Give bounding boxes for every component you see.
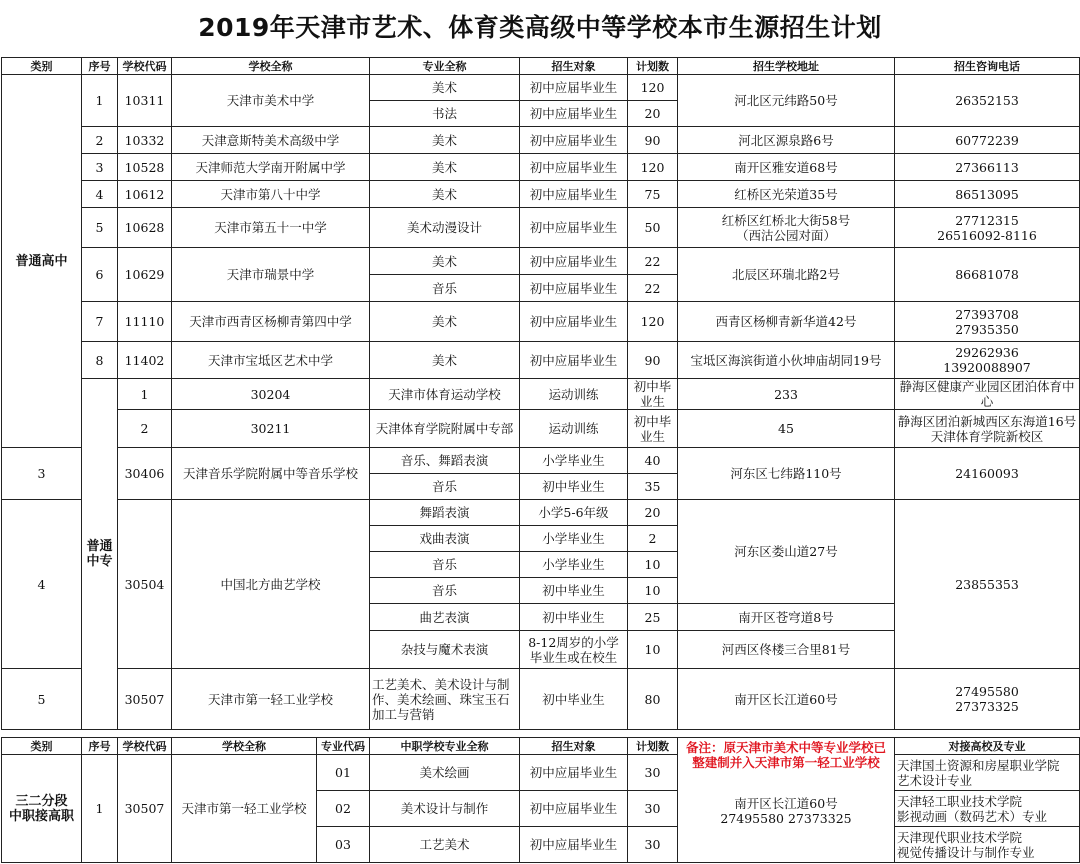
major-cell: 音乐 xyxy=(370,552,520,578)
enrollment-table xyxy=(1,57,1080,730)
major-cell: 美术 xyxy=(370,181,520,208)
target-cell: 初中应届毕业生 xyxy=(520,755,628,791)
plan-cell: 30 xyxy=(628,791,678,827)
code-cell: 30504 xyxy=(118,500,172,669)
plan-cell: 30 xyxy=(628,827,678,863)
code-cell: 11110 xyxy=(118,302,172,342)
address-cell: 静海区健康产业园区团泊体育中心 xyxy=(895,379,1080,410)
seq-cell: 2 xyxy=(118,410,172,448)
phone-cell: 27393708 27935350 xyxy=(895,302,1080,342)
target-cell: 初中应届毕业生 xyxy=(520,181,628,208)
table-row xyxy=(2,755,1080,791)
code-cell: 10332 xyxy=(118,127,172,154)
school-cell: 天津市体育运动学校 xyxy=(370,379,520,410)
plan-cell: 45 xyxy=(678,410,895,448)
address-cell: 河西区佟楼三合里81号 xyxy=(678,631,895,669)
major-cell: 曲艺表演 xyxy=(370,604,520,631)
major-cell: 音乐 xyxy=(370,578,520,604)
address-cell: 红桥区红桥北大街58号 （西沽公园对面） xyxy=(678,208,895,248)
table-row xyxy=(2,500,1080,526)
target-cell: 初中应届毕业生 xyxy=(520,75,628,101)
target-cell: 初中应届毕业生 xyxy=(520,208,628,248)
plan-cell: 10 xyxy=(628,552,678,578)
major-cell: 美术绘画 xyxy=(370,755,520,791)
target-cell: 初中毕业生 xyxy=(628,410,678,448)
major-cell: 美术 xyxy=(370,127,520,154)
header-seq: 序号 xyxy=(82,738,118,755)
note-cell xyxy=(678,738,895,863)
address-cell: 南开区苍穹道8号 xyxy=(678,604,895,631)
target-cell: 小学毕业生 xyxy=(520,552,628,578)
major-cell: 书法 xyxy=(370,101,520,127)
header-category: 类别 xyxy=(2,738,82,755)
code-cell: 10628 xyxy=(118,208,172,248)
phone-cell: 24160093 xyxy=(895,448,1080,500)
code-cell: 10612 xyxy=(118,181,172,208)
table-row xyxy=(2,154,1080,181)
plan-cell: 20 xyxy=(628,101,678,127)
phone-cell: 27712315 26516092-8116 xyxy=(895,208,1080,248)
phone-cell: 86681078 xyxy=(895,248,1080,302)
school-cell: 天津市宝坻区艺术中学 xyxy=(172,342,370,379)
plan-cell: 120 xyxy=(628,302,678,342)
table-row xyxy=(2,127,1080,154)
major-cell: 音乐、舞蹈表演 xyxy=(370,448,520,474)
school-cell: 天津体育学院附属中专部 xyxy=(370,410,520,448)
table-row xyxy=(2,181,1080,208)
header-major: 中职学校专业全称 xyxy=(370,738,520,755)
school-cell: 天津市美术中学 xyxy=(172,75,370,127)
partner-cell: 天津国土资源和房屋职业学院 艺术设计专业 xyxy=(895,755,1080,791)
school-cell: 天津音乐学院附属中等音乐学校 xyxy=(172,448,370,500)
header-school: 学校全称 xyxy=(172,58,370,75)
target-cell: 初中应届毕业生 xyxy=(520,101,628,127)
code-cell: 10311 xyxy=(118,75,172,127)
major-cell: 美术 xyxy=(370,248,520,275)
school-cell: 天津市第一轻工业学校 xyxy=(172,755,317,863)
plan-cell: 40 xyxy=(628,448,678,474)
seq-cell: 5 xyxy=(82,208,118,248)
major-cell: 工艺美术 xyxy=(370,827,520,863)
category-cell: 普通中专 xyxy=(82,379,118,730)
table-header-row xyxy=(2,58,1080,75)
major-cell: 运动训练 xyxy=(520,379,628,410)
phone-cell: 26352153 xyxy=(895,75,1080,127)
table-row xyxy=(2,669,1080,730)
seq-cell: 2 xyxy=(82,127,118,154)
phone-cell: 86513095 xyxy=(895,181,1080,208)
plan-cell: 10 xyxy=(628,631,678,669)
school-cell: 天津市第八十中学 xyxy=(172,181,370,208)
address-cell: 南开区雅安道68号 xyxy=(678,154,895,181)
address-cell: 河东区娄山道27号 xyxy=(678,500,895,604)
major-cell: 运动训练 xyxy=(520,410,628,448)
plan-cell: 30 xyxy=(628,755,678,791)
code-cell: 30507 xyxy=(118,669,172,730)
address-cell: 宝坻区海滨街道小伙坤庙胡同19号 xyxy=(678,342,895,379)
header-plan: 计划数 xyxy=(628,738,678,755)
plan-cell: 25 xyxy=(628,604,678,631)
header-category: 类别 xyxy=(2,58,82,75)
major-code-cell: 03 xyxy=(317,827,370,863)
target-cell: 初中应届毕业生 xyxy=(520,342,628,379)
table-row xyxy=(2,302,1080,342)
code-cell: 30204 xyxy=(172,379,370,410)
plan-cell: 20 xyxy=(628,500,678,526)
pathway-table xyxy=(1,737,1080,863)
header-seq: 序号 xyxy=(82,58,118,75)
plan-cell: 120 xyxy=(628,154,678,181)
plan-cell: 2 xyxy=(628,526,678,552)
major-cell: 美术 xyxy=(370,302,520,342)
major-code-cell: 01 xyxy=(317,755,370,791)
table-row xyxy=(2,248,1080,275)
seq-cell: 4 xyxy=(82,181,118,208)
major-cell: 美术 xyxy=(370,75,520,101)
major-cell: 舞蹈表演 xyxy=(370,500,520,526)
plan-cell: 75 xyxy=(628,181,678,208)
seq-cell: 7 xyxy=(82,302,118,342)
table-row xyxy=(2,75,1080,101)
partner-cell: 天津轻工职业技术学院 影视动画（数码艺术）专业 xyxy=(895,791,1080,827)
plan-cell: 90 xyxy=(628,127,678,154)
header-school: 学校全称 xyxy=(172,738,317,755)
table-row xyxy=(2,342,1080,379)
school-cell: 中国北方曲艺学校 xyxy=(172,500,370,669)
header-code: 学校代码 xyxy=(118,738,172,755)
school-cell: 天津市西青区杨柳青第四中学 xyxy=(172,302,370,342)
header-code: 学校代码 xyxy=(118,58,172,75)
code-cell: 30406 xyxy=(118,448,172,500)
target-cell: 初中应届毕业生 xyxy=(520,275,628,302)
seq-cell: 1 xyxy=(82,755,118,863)
seq-cell: 4 xyxy=(2,500,82,669)
major-code-cell: 02 xyxy=(317,791,370,827)
header-address: 招生学校地址 xyxy=(678,58,895,75)
code-cell: 11402 xyxy=(118,342,172,379)
address-cell: 南开区长江道60号 xyxy=(678,669,895,730)
address-cell: 河北区源泉路6号 xyxy=(678,127,895,154)
header-plan: 计划数 xyxy=(628,58,678,75)
header-target: 招生对象 xyxy=(520,58,628,75)
category-cell: 普通高中 xyxy=(2,75,82,448)
phone-cell: 27366113 xyxy=(895,154,1080,181)
school-cell: 天津师范大学南开附属中学 xyxy=(172,154,370,181)
target-cell: 小学毕业生 xyxy=(520,448,628,474)
table-row xyxy=(2,448,1080,474)
code-cell: 30211 xyxy=(172,410,370,448)
major-cell: 美术 xyxy=(370,154,520,181)
plan-cell: 22 xyxy=(628,275,678,302)
major-cell: 音乐 xyxy=(370,474,520,500)
address-cell: 红桥区光荣道35号 xyxy=(678,181,895,208)
page-title: 2019年天津市艺术、体育类高级中等学校本市生源招生计划 xyxy=(198,13,882,42)
major-cell: 音乐 xyxy=(370,275,520,302)
target-cell: 小学毕业生 xyxy=(520,526,628,552)
target-cell: 初中应届毕业生 xyxy=(520,127,628,154)
plan-cell: 233 xyxy=(678,379,895,410)
plan-cell: 10 xyxy=(628,578,678,604)
major-cell: 美术 xyxy=(370,342,520,379)
seq-cell: 5 xyxy=(2,669,82,730)
plan-cell: 120 xyxy=(628,75,678,101)
target-cell: 初中应届毕业生 xyxy=(520,248,628,275)
code-cell: 10629 xyxy=(118,248,172,302)
school-cell: 天津市瑞景中学 xyxy=(172,248,370,302)
school-cell: 天津意斯特美术高级中学 xyxy=(172,127,370,154)
major-cell: 戏曲表演 xyxy=(370,526,520,552)
plan-cell: 35 xyxy=(628,474,678,500)
header-partner: 对接高校及专业 xyxy=(895,738,1080,755)
plan-cell: 80 xyxy=(628,669,678,730)
address-cell: 河东区七纬路110号 xyxy=(678,448,895,500)
address-cell: 西青区杨柳青新华道42号 xyxy=(678,302,895,342)
major-cell: 美术设计与制作 xyxy=(370,791,520,827)
address-cell: 河北区元纬路50号 xyxy=(678,75,895,127)
major-cell: 工艺美术、美术设计与制作、美术绘画、珠宝玉石加工与营销 xyxy=(370,669,520,730)
table-header-row xyxy=(2,738,1080,755)
seq-cell: 6 xyxy=(82,248,118,302)
note-text: 备注：原天津市美术中等专业学校已整建制并入天津市第一轻工业学校 xyxy=(685,740,886,770)
category-cell: 三二分段 中职接高职 xyxy=(2,755,82,863)
target-cell: 8-12周岁的小学 毕业生或在校生 xyxy=(520,631,628,669)
plan-cell: 22 xyxy=(628,248,678,275)
target-cell: 初中应届毕业生 xyxy=(520,791,628,827)
plan-cell: 50 xyxy=(628,208,678,248)
major-cell: 杂技与魔术表演 xyxy=(370,631,520,669)
seq-cell: 3 xyxy=(2,448,82,500)
target-cell: 初中应届毕业生 xyxy=(520,827,628,863)
header-target: 招生对象 xyxy=(520,738,628,755)
target-cell: 初中应届毕业生 xyxy=(520,154,628,181)
phone-cell: 23855353 xyxy=(895,500,1080,669)
major-cell: 美术动漫设计 xyxy=(370,208,520,248)
header-major: 专业全称 xyxy=(370,58,520,75)
table-row xyxy=(2,208,1080,248)
seq-cell: 8 xyxy=(82,342,118,379)
target-cell: 初中毕业生 xyxy=(520,474,628,500)
note-address: 南开区长江道60号 27495580 27373325 xyxy=(720,796,852,826)
table-row xyxy=(2,379,1080,410)
school-cell: 天津市第一轻工业学校 xyxy=(172,669,370,730)
target-cell: 初中毕业生 xyxy=(628,379,678,410)
address-cell: 静海区团泊新城西区东海道16号 天津体育学院新校区 xyxy=(895,410,1080,448)
target-cell: 初中应届毕业生 xyxy=(520,302,628,342)
target-cell: 初中毕业生 xyxy=(520,578,628,604)
code-cell: 10528 xyxy=(118,154,172,181)
table-row xyxy=(2,410,1080,448)
code-cell: 30507 xyxy=(118,755,172,863)
target-cell: 小学5-6年级 xyxy=(520,500,628,526)
header-phone: 招生咨询电话 xyxy=(895,58,1080,75)
plan-cell: 90 xyxy=(628,342,678,379)
phone-cell: 27495580 27373325 xyxy=(895,669,1080,730)
partner-cell: 天津现代职业技术学院 视觉传播设计与制作专业 xyxy=(895,827,1080,863)
phone-cell: 29262936 13920088907 xyxy=(895,342,1080,379)
header-major-code: 专业代码 xyxy=(317,738,370,755)
seq-cell: 3 xyxy=(82,154,118,181)
address-cell: 北辰区环瑞北路2号 xyxy=(678,248,895,302)
phone-cell: 60772239 xyxy=(895,127,1080,154)
target-cell: 初中毕业生 xyxy=(520,669,628,730)
target-cell: 初中毕业生 xyxy=(520,604,628,631)
seq-cell: 1 xyxy=(82,75,118,127)
seq-cell: 1 xyxy=(118,379,172,410)
school-cell: 天津市第五十一中学 xyxy=(172,208,370,248)
